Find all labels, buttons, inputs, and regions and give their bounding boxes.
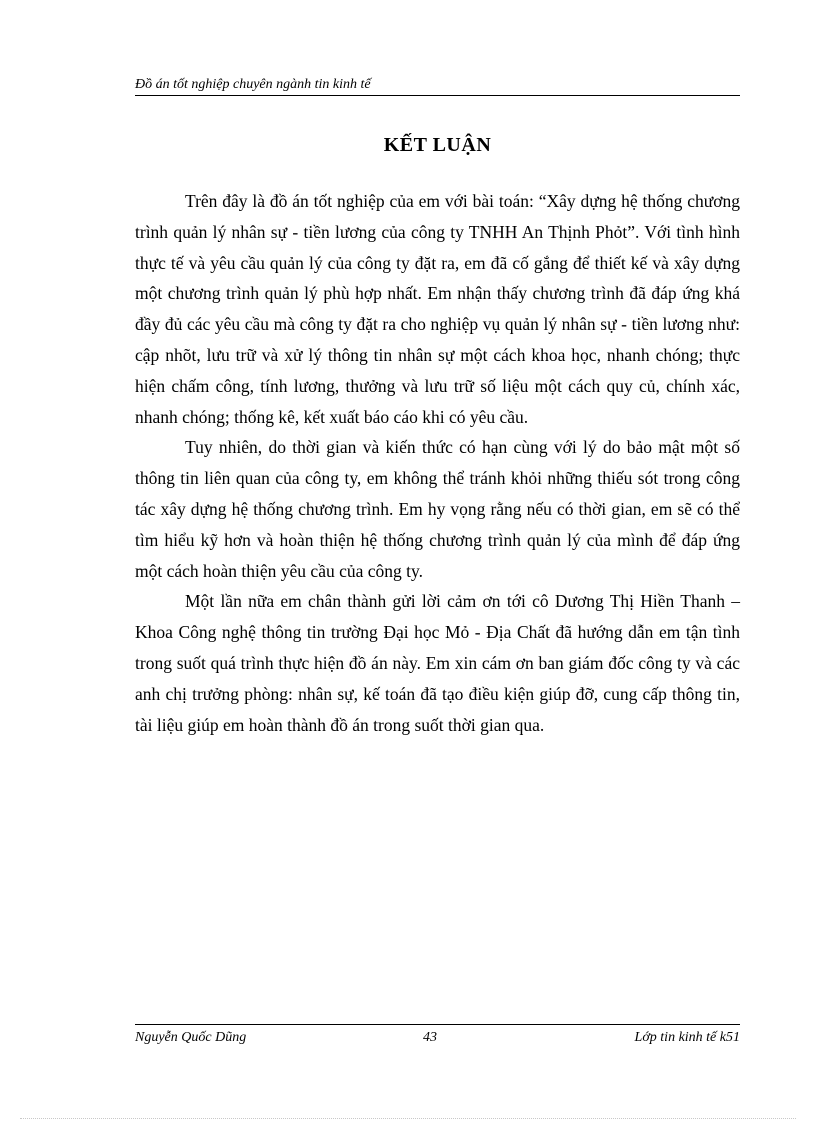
footer-class-name: Lớp tin kinh tế k51 [634,1030,740,1045]
paragraph-acknowledgement: Một lần nữa em chân thành gửi lời cảm ơn tới cô Dương Thị Hiền Thanh – Khoa Công nghệ thông tin trường Đại học Mỏ - Địa Chất đã hướng dẫn em tận tình trong suốt quá trình thực hiện đồ án này. Em xin cám ơn ban giám đốc công ty và các anh chị trưởng phòng: nhân sự, kế toán đã tạo điều kiện giúp đỡ, cung cấp thông tin, tài liệu giúp em hoàn thành đồ án trong suốt thời gian qua. [135,591,740,735]
page-bottom-dotted-line [20,1118,796,1119]
header-divider [135,95,740,96]
page-footer [135,1029,740,1049]
footer-author: Nguyễn Quốc Dũng [135,1030,247,1045]
document-body [135,186,740,740]
running-header: Đồ án tốt nghiệp chuyên ngành tin kinh tế [135,77,371,92]
footer-page-number: 43 [423,1030,437,1045]
page-title: KẾT LUẬN [383,134,492,156]
footer-divider [135,1024,740,1025]
paragraph-summary: Trên đây là đồ án tốt nghiệp của em với bài toán: “Xây dựng hệ thống chương trình quản lý nhân sự - tiền lương của công ty TNHH An Thịnh Phỏt”. Với tình hình thực tế và yêu cầu quản lý của công ty đặt ra, em đã cố gắng để thiết kế và xây dựng một chương trình quản lý phù hợp nhất. Em nhận thấy chương trình đã đáp ứng khá đầy đủ các yêu cầu mà công ty đặt ra cho nghiệp vụ quản lý nhân sự - tiền lương như: cập nhõt, lưu trữ và xử lý thông tin nhân sự một cách khoa học, nhanh chóng; thực hiện chấm công, tính lương, thưởng và lưu trữ số liệu một cách quy củ, chính xác, nhanh chóng; thống kê, kết xuất báo cáo khi có yêu cầu. [135,191,740,427]
paragraph-limitations: Tuy nhiên, do thời gian và kiến thức có hạn cùng với lý do bảo mật một số thông tin liên quan của công ty, em không thể tránh khỏi những thiếu sót trong công tác xây dựng hệ thống chương trình. Em hy vọng rằng nếu có thời gian, em sẽ có thể tìm hiểu kỹ hơn và hoàn thiện hệ thống chương trình quản lý của mình để đáp ứng một cách hoàn thiện yêu cầu của công ty. [135,437,740,581]
